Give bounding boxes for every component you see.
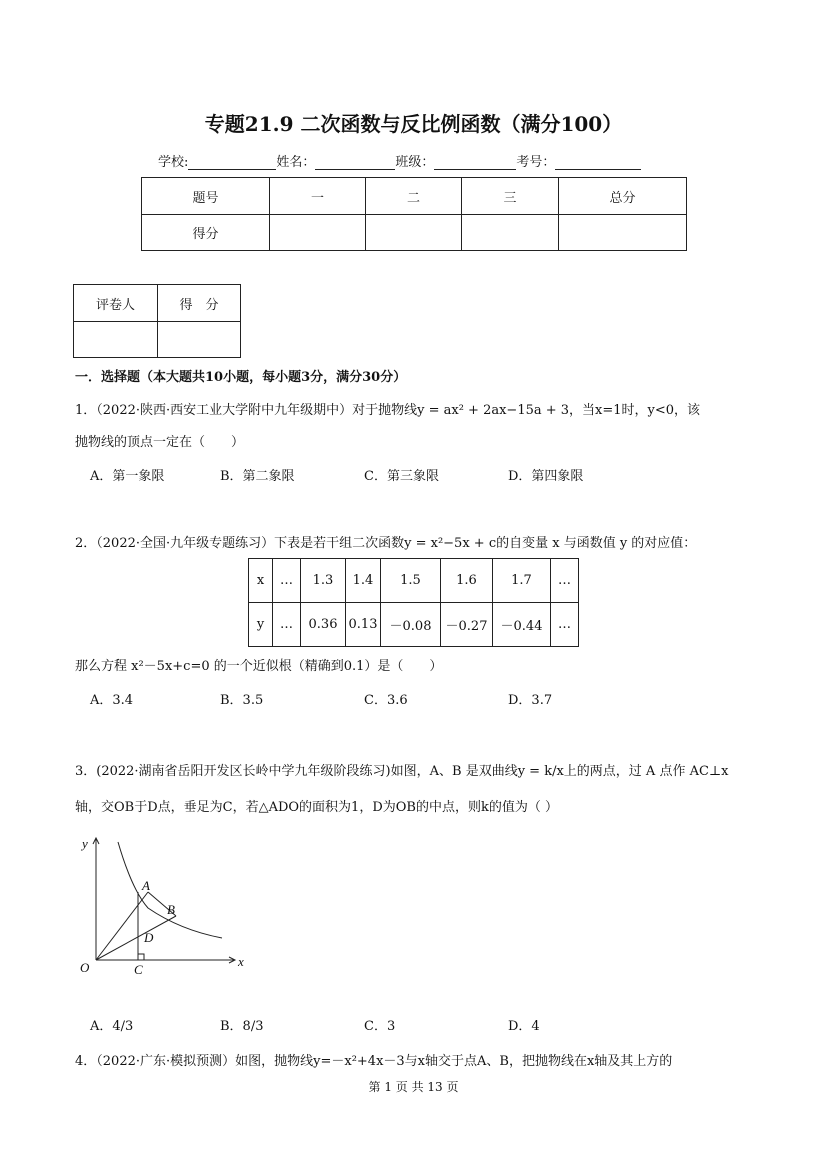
- q1-option-a: A．第一象限: [90, 469, 165, 484]
- score-cell: [559, 215, 687, 251]
- header-cell: 题号: [142, 178, 270, 215]
- label-x: x: [238, 954, 244, 969]
- cell: －0.27: [441, 603, 493, 647]
- cell: …: [551, 603, 579, 647]
- header-cell: 评卷人: [74, 285, 158, 322]
- label-d: D: [144, 930, 154, 945]
- row-label: 得分: [142, 215, 270, 251]
- q2-line2: 那么方程 x²－5x+c=0 的一个近似根（精确到0.1）是（ ）: [75, 659, 443, 674]
- q2-option-a: A．3.4: [90, 693, 134, 708]
- school-label: 学校:: [158, 155, 189, 170]
- q3-option-c: C．3: [364, 1019, 396, 1034]
- hyperbola-figure: [70, 830, 260, 980]
- header-cell: 二: [366, 178, 462, 215]
- q2-option-c: C．3.6: [364, 693, 408, 708]
- q1-line1: 1．（2022·陕西·西安工业大学附中九年级期中）对于抛物线y = ax² + 2ax−15a + 3，当x=1时，y<0，该: [75, 403, 701, 418]
- q2-option-d: D．3.7: [508, 693, 553, 708]
- cell: 1.5: [381, 559, 441, 603]
- label-a: A: [142, 878, 150, 893]
- q1-option-c: C．第三象限: [364, 469, 439, 484]
- label-o: O: [80, 960, 90, 975]
- page-title: 专题21.9 二次函数与反比例函数（满分100）: [204, 112, 623, 136]
- page-footer: 第 1 页 共 13 页: [368, 1080, 459, 1094]
- q3-option-a: A．4/3: [90, 1019, 134, 1034]
- score-cell: [270, 215, 366, 251]
- cell: 1.4: [346, 559, 381, 603]
- cell: …: [273, 603, 301, 647]
- q3-line2: 轴，交OB于D点，垂足为C，若△ADO的面积为1，D为OB的中点，则k的值为（ ）: [75, 800, 558, 815]
- header-cell: 一: [270, 178, 366, 215]
- cell: 1.7: [493, 559, 551, 603]
- cell: …: [551, 559, 579, 603]
- cell: [74, 322, 158, 358]
- q1-line2: 抛物线的顶点一定在（ ）: [75, 435, 245, 450]
- value-table: [248, 558, 579, 647]
- header-cell: 总分: [559, 178, 687, 215]
- section-heading: 一．选择题（本大题共10小题，每小题3分，满分30分）: [75, 370, 407, 385]
- score-cell: [462, 215, 559, 251]
- cell: 1.6: [441, 559, 493, 603]
- info-line: [158, 151, 641, 170]
- exam-no-label: 考号：: [516, 155, 556, 170]
- cell: －0.08: [381, 603, 441, 647]
- q2-line1: 2．（2022·全国·九年级专题练习）下表是若干组二次函数y = x²−5x + c的自变量 x 与函数值 y 的对应值：: [75, 536, 697, 551]
- name-label: 姓名：: [276, 155, 316, 170]
- class-label: 班级：: [395, 155, 435, 170]
- q1-option-d: D．第四象限: [508, 469, 584, 484]
- score-table: [141, 177, 687, 251]
- hyperbola-curve: [118, 842, 222, 938]
- q2-option-b: B．3.5: [220, 693, 264, 708]
- q3-option-b: B．8/3: [220, 1019, 264, 1034]
- cell: －0.44: [493, 603, 551, 647]
- cell: [158, 322, 241, 358]
- q1-option-b: B．第二象限: [220, 469, 295, 484]
- label-c: C: [134, 962, 143, 977]
- label-b: B: [167, 902, 175, 917]
- segment-ob: [96, 916, 176, 960]
- cell: 0.13: [346, 603, 381, 647]
- header-cell: 得 分: [158, 285, 241, 322]
- label-y: y: [82, 836, 88, 851]
- q3-line1: 3．(2022·湖南省岳阳开发区长岭中学九年级阶段练习)如图，A、B 是双曲线y = k/x上的两点，过 A 点作 AC⊥x: [75, 764, 729, 779]
- q3-option-d: D．4: [508, 1019, 540, 1034]
- cell: y: [249, 603, 273, 647]
- header-cell: 三: [462, 178, 559, 215]
- score-cell: [366, 215, 462, 251]
- cell: x: [249, 559, 273, 603]
- cell: 1.3: [301, 559, 346, 603]
- segment-oa: [96, 892, 148, 960]
- grader-table: [73, 284, 241, 358]
- q4-line1: 4．（2022·广东·模拟预测）如图，抛物线y=－x²+4x－3与x轴交于点A、B，把抛物线在x轴及其上方的: [75, 1054, 673, 1069]
- cell: …: [273, 559, 301, 603]
- cell: 0.36: [301, 603, 346, 647]
